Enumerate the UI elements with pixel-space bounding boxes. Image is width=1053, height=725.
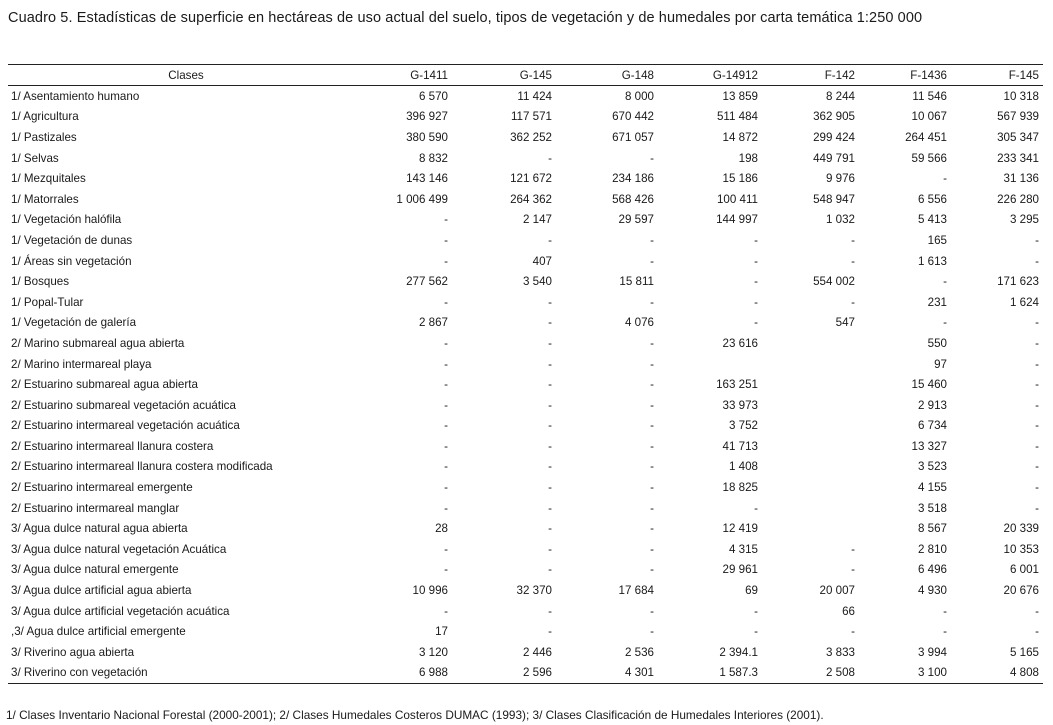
table-cell <box>762 498 859 519</box>
table-cell: - <box>1035 316 1039 330</box>
table-cell: 3 833 <box>825 645 855 659</box>
table-cell: - <box>754 604 758 618</box>
column-header-f-145: F-145 <box>951 65 1043 86</box>
table-cell: - <box>650 233 654 247</box>
table-cell: 29 597 <box>618 213 654 227</box>
table-row <box>8 663 1043 684</box>
table-cell: - <box>548 439 552 453</box>
column-header-clases: Clases <box>8 65 364 86</box>
table-cell: 396 927 <box>406 110 448 124</box>
table-cell: 554 002 <box>813 275 855 289</box>
table-cell: 2 446 <box>522 645 552 659</box>
table-row <box>8 477 1043 498</box>
table-row <box>8 642 1043 663</box>
table-cell: 20 339 <box>1003 522 1039 536</box>
table-cell <box>762 374 859 395</box>
table-cell: 13 859 <box>722 89 758 103</box>
table-row <box>8 86 1043 107</box>
table-cell: - <box>650 378 654 392</box>
table-cell: 234 186 <box>612 172 654 186</box>
row-class-label: 3/ Agua dulce artificial vegetación acuática <box>11 604 230 618</box>
table-cell: - <box>650 151 654 165</box>
table-cell: 3 523 <box>917 460 947 474</box>
table-footnote: 1/ Clases Inventario Nacional Forestal (2000-2001); 2/ Clases Humedales Costeros DUMAC (1993); 3/ Clases Clasificación de Humedales Interiores (2001). <box>6 708 824 722</box>
table-row <box>8 354 1043 375</box>
table-cell: 17 <box>435 625 448 639</box>
row-class-label: 1/ Agricultura <box>11 110 79 124</box>
table-cell: 9 976 <box>825 172 855 186</box>
table-cell: 1 624 <box>1009 295 1039 309</box>
table-cell: 449 791 <box>813 151 855 165</box>
table-cell: - <box>548 522 552 536</box>
table-cell: - <box>650 460 654 474</box>
table-cell: - <box>444 357 448 371</box>
table-cell: - <box>548 542 552 556</box>
table-cell: 20 007 <box>819 584 855 598</box>
table-cell: 163 251 <box>716 378 758 392</box>
table-cell: 2 147 <box>522 213 552 227</box>
row-class-label: 1/ Vegetación de dunas <box>11 233 133 247</box>
table-cell: 8 244 <box>825 89 855 103</box>
row-class-label: 1/ Pastizales <box>11 130 77 144</box>
table-cell: - <box>943 172 947 186</box>
table-cell <box>762 416 859 437</box>
row-class-label: 2/ Estuarino intermareal emergente <box>11 481 193 495</box>
table-cell: - <box>1035 625 1039 639</box>
table-cell: 3 540 <box>522 275 552 289</box>
table-cell: 380 590 <box>406 130 448 144</box>
table-cell: - <box>650 439 654 453</box>
table-cell: 8 832 <box>418 151 448 165</box>
table-cell: - <box>548 625 552 639</box>
row-class-label: 3/ Agua dulce natural vegetación Acuática <box>11 542 227 556</box>
column-header-g-145: G-145 <box>452 65 556 86</box>
table-cell: - <box>1035 439 1039 453</box>
table-cell: 4 808 <box>951 663 1043 684</box>
table-cell: 233 341 <box>997 151 1039 165</box>
table-row <box>8 518 1043 539</box>
column-header-g-1411: G-1411 <box>364 65 452 86</box>
table-cell: 2 913 <box>917 398 947 412</box>
row-class-label: 1/ Popal-Tular <box>11 295 84 309</box>
table-cell: 198 <box>738 151 758 165</box>
table-cell: 567 939 <box>997 110 1039 124</box>
table-cell: - <box>943 316 947 330</box>
table-cell: - <box>650 398 654 412</box>
row-class-label: 1/ Selvas <box>11 151 59 165</box>
row-class-label: 2/ Marino intermareal playa <box>11 357 152 371</box>
row-class-label: 3/ Agua dulce artificial agua abierta <box>11 584 192 598</box>
table-cell: - <box>754 625 758 639</box>
table-cell: 5 413 <box>917 213 947 227</box>
table-cell: - <box>943 275 947 289</box>
table-row <box>8 313 1043 334</box>
row-class-label: 1/ Mezquitales <box>11 172 86 186</box>
table-cell: 671 057 <box>612 130 654 144</box>
table-cell: - <box>1035 336 1039 350</box>
table-cell: 15 186 <box>722 172 758 186</box>
table-cell: 12 419 <box>722 522 758 536</box>
table-cell: 171 623 <box>997 275 1039 289</box>
table-cell: - <box>548 233 552 247</box>
table-cell: - <box>1035 398 1039 412</box>
table-cell: 6 570 <box>418 89 448 103</box>
table-cell: - <box>444 378 448 392</box>
table-cell: - <box>1035 419 1039 433</box>
table-cell: 2 867 <box>418 316 448 330</box>
table-cell: 3 120 <box>418 645 448 659</box>
table-cell: 144 997 <box>716 213 758 227</box>
table-cell: - <box>548 378 552 392</box>
table-row <box>8 333 1043 354</box>
table-cell: - <box>851 233 855 247</box>
table-row <box>8 251 1043 272</box>
table-cell: - <box>548 460 552 474</box>
table-cell: - <box>548 316 552 330</box>
table-cell: - <box>444 213 448 227</box>
table-cell: - <box>444 254 448 268</box>
table-cell: - <box>650 563 654 577</box>
table-cell: - <box>650 522 654 536</box>
table-row <box>8 230 1043 251</box>
table-cell: - <box>1035 501 1039 515</box>
table-cell: 11 546 <box>912 89 947 103</box>
table-caption: Cuadro 5. Estadísticas de superficie en hectáreas de uso actual del suelo, tipos de vegetación y de humedales por carta temática 1:250 000 <box>8 10 923 26</box>
table-cell: - <box>548 563 552 577</box>
table-cell <box>762 354 859 375</box>
table-row <box>8 168 1043 189</box>
row-class-label: ,3/ Agua dulce artificial emergente <box>11 625 186 639</box>
table-cell: 4 930 <box>917 584 947 598</box>
table-cell: 66 <box>842 604 855 618</box>
table-row <box>8 539 1043 560</box>
table-cell: 5 165 <box>1009 645 1039 659</box>
table-body <box>8 86 1043 684</box>
table-cell: - <box>444 336 448 350</box>
table-cell: - <box>754 275 758 289</box>
table-cell: - <box>548 336 552 350</box>
table-cell: 10 318 <box>1003 89 1039 103</box>
table-cell: 13 327 <box>911 439 947 453</box>
table-cell: 28 <box>435 522 448 536</box>
row-class-label: 1/ Vegetación halófila <box>11 213 122 227</box>
table-cell: - <box>1035 460 1039 474</box>
table-row <box>8 189 1043 210</box>
table-cell: 2 394.1 <box>719 645 758 659</box>
table-cell: 29 961 <box>722 563 758 577</box>
table-cell: - <box>851 625 855 639</box>
table-cell: 23 616 <box>722 336 758 350</box>
table-cell: 143 146 <box>406 172 448 186</box>
table-cell: 59 566 <box>911 151 947 165</box>
row-class-label: 1/ Asentamiento humano <box>11 89 140 103</box>
row-class-label: 2/ Estuarino submareal vegetación acuática <box>11 398 236 412</box>
table-cell: 14 872 <box>722 130 758 144</box>
table-cell <box>762 333 859 354</box>
table-cell: 511 484 <box>716 110 758 124</box>
table-cell: 548 947 <box>813 192 855 206</box>
table-row <box>8 560 1043 581</box>
table-cell: 4 301 <box>556 663 658 684</box>
table-cell: 6 001 <box>1009 563 1039 577</box>
column-header-g-148: G-148 <box>556 65 658 86</box>
table-cell: 31 136 <box>1003 172 1039 186</box>
table-cell: - <box>444 439 448 453</box>
table-cell: - <box>444 398 448 412</box>
table-cell: 362 905 <box>813 110 855 124</box>
table-cell: - <box>444 501 448 515</box>
table-cell: 305 347 <box>997 130 1039 144</box>
table-row <box>8 621 1043 642</box>
table-cell: - <box>548 295 552 309</box>
table-cell: 33 973 <box>722 398 758 412</box>
table-cell: 41 713 <box>722 439 758 453</box>
table-cell: - <box>444 542 448 556</box>
table-cell: - <box>754 254 758 268</box>
table-cell: 1 587.3 <box>658 663 762 684</box>
table-cell: - <box>851 563 855 577</box>
table-cell: 362 252 <box>510 130 552 144</box>
table-cell: 6 988 <box>364 663 452 684</box>
table-cell: 32 370 <box>516 584 552 598</box>
row-class-label: 1/ Vegetación de galería <box>11 316 137 330</box>
table-cell: 17 684 <box>618 584 654 598</box>
row-class-label: 2/ Estuarino intermareal llanura costera <box>11 439 214 453</box>
table-cell: - <box>943 625 947 639</box>
table-cell: 4 076 <box>624 316 654 330</box>
table-cell: - <box>754 501 758 515</box>
table-cell: - <box>1035 378 1039 392</box>
table-cell: - <box>650 419 654 433</box>
table-cell: 100 411 <box>716 192 758 206</box>
table-cell: - <box>548 357 552 371</box>
table-cell: 3 994 <box>917 645 947 659</box>
row-class-label: 2/ Estuarino submareal agua abierta <box>11 378 198 392</box>
statistics-table-container <box>8 64 1043 684</box>
table-cell: - <box>1035 604 1039 618</box>
table-cell: - <box>851 295 855 309</box>
table-cell: 407 <box>532 254 552 268</box>
table-cell: 3 100 <box>859 663 951 684</box>
table-cell: - <box>444 295 448 309</box>
row-class-label: 1/ Matorrales <box>11 192 79 206</box>
table-row <box>8 148 1043 169</box>
table-cell: 10 996 <box>412 584 448 598</box>
table-cell: - <box>548 501 552 515</box>
column-header-g-14912: G-14912 <box>658 65 762 86</box>
row-class-label: 2/ Estuarino intermareal manglar <box>11 501 180 515</box>
table-cell: 15 460 <box>911 378 947 392</box>
table-cell: - <box>851 542 855 556</box>
table-cell: 547 <box>835 316 855 330</box>
table-row <box>8 127 1043 148</box>
table-row <box>8 292 1043 313</box>
table-row <box>8 601 1043 622</box>
table-cell: 231 <box>927 295 947 309</box>
statistics-table <box>8 64 1043 684</box>
row-class-label: 3/ Riverino agua abierta <box>11 645 135 659</box>
row-class-label: 1/ Bosques <box>11 275 70 289</box>
table-cell: 10 067 <box>911 110 947 124</box>
table-cell: 670 442 <box>612 110 654 124</box>
table-cell: 121 672 <box>510 172 552 186</box>
table-cell <box>762 436 859 457</box>
table-cell: 264 451 <box>905 130 947 144</box>
table-cell: 264 362 <box>510 192 552 206</box>
table-cell: - <box>650 336 654 350</box>
table-cell: - <box>444 233 448 247</box>
table-header-row <box>8 65 1043 86</box>
row-class-label: 3/ Agua dulce natural emergente <box>11 563 179 577</box>
table-cell <box>762 518 859 539</box>
table-cell: - <box>1035 233 1039 247</box>
table-cell: 2 810 <box>917 542 947 556</box>
table-cell: 97 <box>934 357 947 371</box>
column-header-f-1436: F-1436 <box>859 65 951 86</box>
table-cell: 69 <box>745 584 758 598</box>
table-cell: 1 032 <box>825 213 855 227</box>
table-cell: 1 613 <box>917 254 947 268</box>
table-row <box>8 271 1043 292</box>
table-cell: 15 811 <box>619 275 654 289</box>
table-cell: 6 734 <box>917 419 947 433</box>
table-cell: 4 315 <box>728 542 758 556</box>
table-cell: - <box>1035 254 1039 268</box>
row-class-label: 2/ Marino submareal agua abierta <box>11 336 185 350</box>
table-cell: 4 155 <box>917 481 947 495</box>
table-cell: 8 567 <box>917 522 947 536</box>
table-cell: - <box>754 295 758 309</box>
table-cell: 2 508 <box>762 663 859 684</box>
table-cell: 10 353 <box>1003 542 1039 556</box>
table-row <box>8 374 1043 395</box>
table-cell: 1 408 <box>728 460 758 474</box>
table-cell: 3 752 <box>728 419 758 433</box>
row-class-label: 2/ Estuarino intermareal vegetación acuática <box>11 419 240 433</box>
table-cell <box>762 477 859 498</box>
table-cell <box>762 457 859 478</box>
table-cell: - <box>444 563 448 577</box>
table-cell: 165 <box>927 233 947 247</box>
row-class-label: 3/ Agua dulce natural agua abierta <box>11 522 188 536</box>
table-cell: 3 518 <box>917 501 947 515</box>
table-cell: 299 424 <box>813 130 855 144</box>
table-cell <box>658 354 762 375</box>
table-cell: - <box>650 625 654 639</box>
table-cell: - <box>548 419 552 433</box>
table-cell: - <box>851 254 855 268</box>
table-cell: - <box>444 419 448 433</box>
table-cell: - <box>1035 481 1039 495</box>
table-cell: 568 426 <box>612 192 654 206</box>
row-class-label: 3/ Riverino con vegetación <box>8 663 364 684</box>
table-cell: - <box>650 542 654 556</box>
table-cell: - <box>444 460 448 474</box>
table-cell: - <box>444 604 448 618</box>
table-cell: - <box>754 233 758 247</box>
table-cell: - <box>650 254 654 268</box>
table-row <box>8 210 1043 231</box>
table-cell: - <box>650 481 654 495</box>
table-row <box>8 107 1043 128</box>
table-cell: 11 424 <box>517 89 552 103</box>
table-cell: 277 562 <box>406 275 448 289</box>
table-cell: 2 596 <box>452 663 556 684</box>
table-cell: 6 496 <box>917 563 947 577</box>
table-cell: 1 006 499 <box>396 192 448 206</box>
table-cell: 6 556 <box>917 192 947 206</box>
table-cell: 3 295 <box>1009 213 1039 227</box>
column-header-f-142: F-142 <box>762 65 859 86</box>
table-cell: - <box>650 501 654 515</box>
table-cell: - <box>650 604 654 618</box>
table-cell <box>762 395 859 416</box>
table-cell: 117 571 <box>510 110 552 124</box>
table-cell: 8 000 <box>624 89 654 103</box>
table-cell: - <box>650 357 654 371</box>
table-cell: 226 280 <box>997 192 1039 206</box>
table-cell: - <box>548 481 552 495</box>
table-cell: - <box>548 151 552 165</box>
table-cell: - <box>444 481 448 495</box>
table-row <box>8 436 1043 457</box>
row-class-label: 2/ Estuarino intermareal llanura costera modificada <box>11 460 273 474</box>
table-row <box>8 395 1043 416</box>
table-row <box>8 580 1043 601</box>
table-cell: - <box>754 316 758 330</box>
table-row <box>8 416 1043 437</box>
table-cell: 550 <box>927 336 947 350</box>
table-cell: 2 536 <box>624 645 654 659</box>
table-cell: - <box>548 604 552 618</box>
table-row <box>8 498 1043 519</box>
table-row <box>8 457 1043 478</box>
row-class-label: 1/ Áreas sin vegetación <box>11 254 132 268</box>
table-cell: - <box>548 398 552 412</box>
table-cell: - <box>650 295 654 309</box>
table-cell: 18 825 <box>722 481 758 495</box>
table-cell: - <box>943 604 947 618</box>
table-cell: 20 676 <box>1003 584 1039 598</box>
table-cell: - <box>1035 357 1039 371</box>
